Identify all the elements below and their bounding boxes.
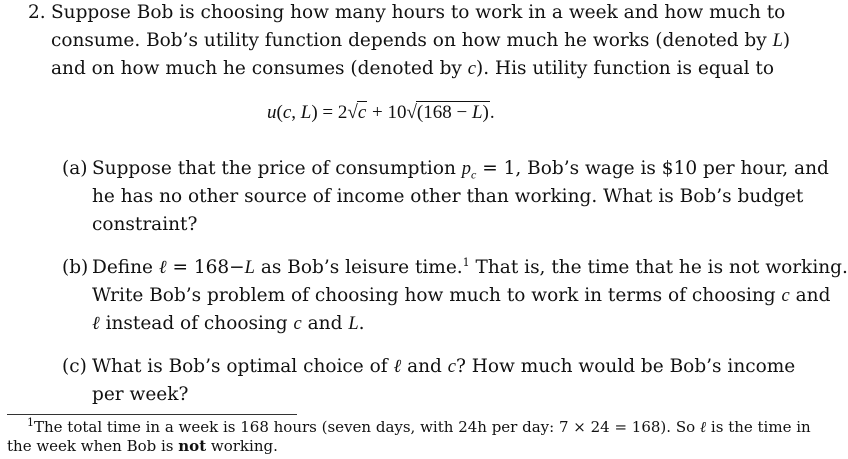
part-c-line-1: What is Bob’s optimal choice of ℓ and c? How much would be Bob’s income <box>92 356 796 377</box>
sqrt-leisure: √(168 − L) <box>406 102 489 123</box>
intro-line-1: Suppose Bob is choosing how many hours to work in a week and how much to <box>51 2 786 23</box>
footnote-line-2: the week when Bob is not working. <box>7 437 278 455</box>
part-b-line-3: ℓ instead of choosing c and L. <box>92 313 365 334</box>
intro-line-2: consume. Bob’s utility function depends on how much he works (denoted by L) <box>51 30 791 51</box>
intro-line-3: and on how much he consumes (denoted by c). His utility function is equal to <box>51 58 774 79</box>
part-b-line-2: Write Bob’s problem of choosing how much to work in terms of choosing c and <box>92 285 831 306</box>
part-c-line-2: per week? <box>92 384 189 405</box>
part-c-label: (c) <box>62 356 87 377</box>
part-b-line-1: Define ℓ = 168−L as Bob’s leisure time.$^1$ That is, the time that he is not working. <box>92 255 848 278</box>
footnote-separator <box>7 414 297 415</box>
part-a-line-2: he has no other source of income other than working. What is Bob’s budget <box>92 186 804 207</box>
part-b-label: (b) <box>62 257 89 278</box>
utility-formula: u(c, L) = 2√c + 10√(168 − L). <box>267 102 495 123</box>
part-a-label: (a) <box>62 158 88 179</box>
sqrt-c: √c <box>347 102 367 123</box>
question-number: 2. <box>28 2 46 23</box>
footnote-reference[interactable]: 1 <box>462 255 470 269</box>
part-a-line-3: constraint? <box>92 214 198 235</box>
footnote-line-1: $^1$The total time in a week is 168 hours (seven days, with 24h per day: 7 × 24 = 168). So ℓ is the time in <box>27 416 811 436</box>
part-a-line-1: Suppose that the price of consumption $p_c = 1$, Bob’s wage is $10 per hour, and <box>92 158 829 182</box>
